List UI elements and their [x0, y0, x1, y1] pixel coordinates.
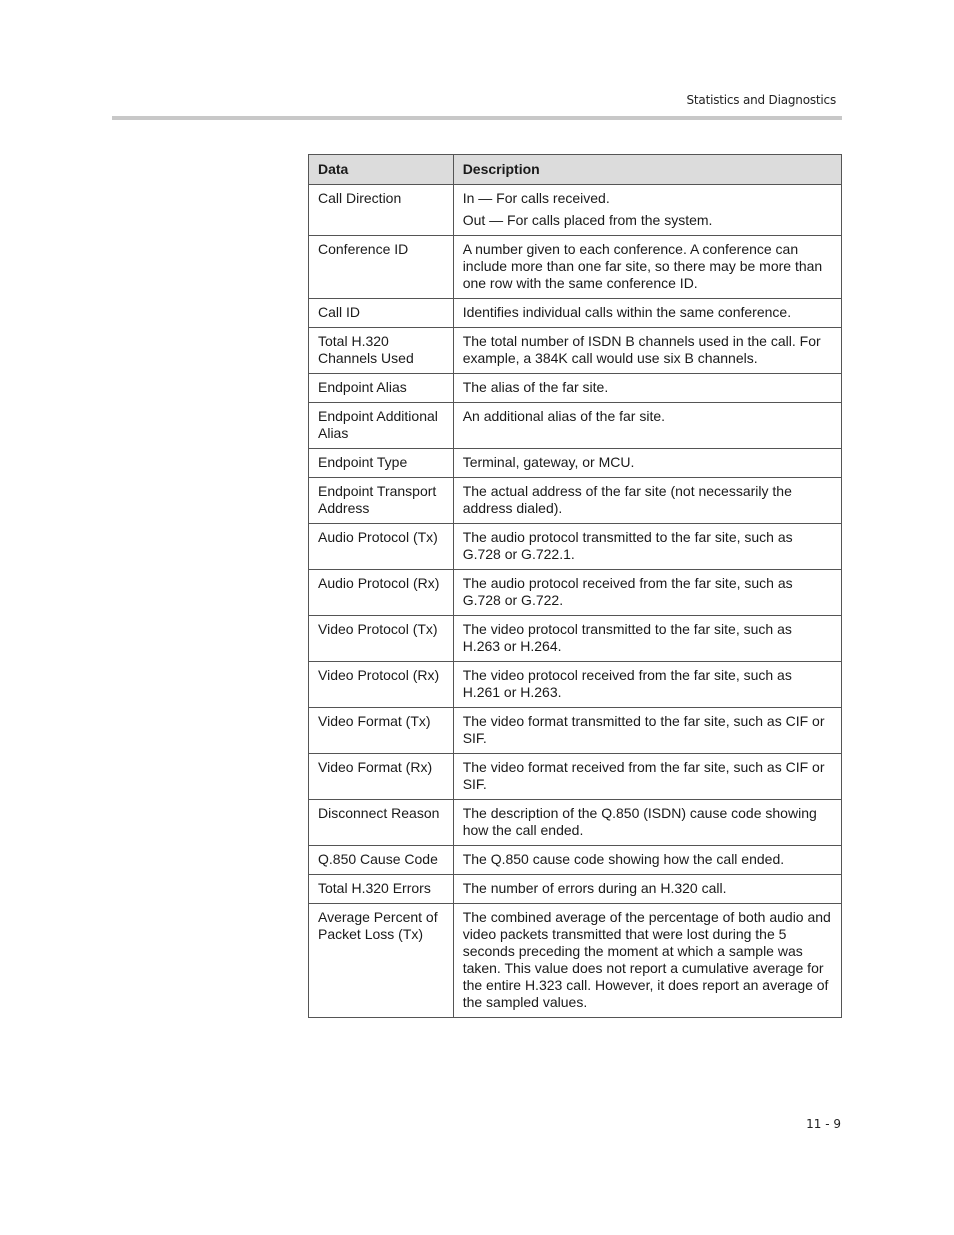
description-cell [453, 524, 841, 570]
table-row [309, 875, 842, 904]
description-paragraph: The audio protocol received from the far site, such as G.728 or G.722. [462, 575, 793, 608]
table-row [309, 478, 842, 524]
description-paragraph: Identifies individual calls within the same conference. [462, 304, 792, 320]
description-paragraph: The combined average of the percentage of both audio and video packets transmitted that were lost during the 5 seconds preceding the moment at which a sample was taken. This value does not report a cumulative average for the entire H.323 call. However, it does report an average of the sampled values. [462, 909, 831, 1010]
column-header-data: Data [309, 155, 454, 185]
table-row [309, 904, 842, 1018]
data-cell: Endpoint Additional Alias [309, 403, 454, 449]
table-row [309, 662, 842, 708]
data-cell: Total H.320 Channels Used [309, 328, 454, 374]
table-header-row [309, 155, 842, 185]
data-cell: Total H.320 Errors [309, 875, 454, 904]
data-cell: Q.850 Cause Code [309, 846, 454, 875]
data-cell: Audio Protocol (Tx) [309, 524, 454, 570]
description-paragraph: The alias of the far site. [462, 379, 609, 395]
data-cell: Video Protocol (Rx) [309, 662, 454, 708]
table-row [309, 754, 842, 800]
running-header: Statistics and Diagnostics [686, 93, 836, 107]
description-cell [453, 299, 841, 328]
header-rule [112, 116, 842, 120]
description-cell [453, 904, 841, 1018]
description-cell [453, 875, 841, 904]
description-paragraph: In — For calls received. [462, 190, 610, 206]
description-paragraph: The video format transmitted to the far site, such as CIF or SIF. [462, 713, 825, 746]
table-body [309, 185, 842, 1018]
table-row [309, 374, 842, 403]
description-cell [453, 449, 841, 478]
table-row [309, 570, 842, 616]
data-cell: Endpoint Transport Address [309, 478, 454, 524]
table-row [309, 616, 842, 662]
description-paragraph: The total number of ISDN B channels used in the call. For example, a 384K call would use six B channels. [462, 333, 821, 366]
description-paragraph: An additional alias of the far site. [462, 408, 666, 424]
data-cell: Video Protocol (Tx) [309, 616, 454, 662]
data-cell: Endpoint Alias [309, 374, 454, 403]
data-cell: Video Format (Tx) [309, 708, 454, 754]
description-cell [453, 616, 841, 662]
description-cell [453, 754, 841, 800]
table-row [309, 403, 842, 449]
table-row [309, 328, 842, 374]
description-paragraph: The video format received from the far site, such as CIF or SIF. [462, 759, 825, 792]
data-cell: Call Direction [309, 185, 454, 236]
table-row [309, 846, 842, 875]
description-cell [453, 328, 841, 374]
description-cell [453, 708, 841, 754]
table-row [309, 185, 842, 236]
description-cell [453, 478, 841, 524]
table-row [309, 449, 842, 478]
description-paragraph: The description of the Q.850 (ISDN) cause code showing how the call ended. [462, 805, 817, 838]
description-cell [453, 185, 841, 236]
column-header-description: Description [453, 155, 841, 185]
statistics-data-table [308, 154, 842, 1018]
data-cell: Average Percent of Packet Loss (Tx) [309, 904, 454, 1018]
data-cell: Video Format (Rx) [309, 754, 454, 800]
description-paragraph: A number given to each conference. A conference can include more than one far site, so there may be more than one row with the same conference ID. [462, 241, 823, 291]
description-paragraph: Out — For calls placed from the system. [462, 212, 713, 228]
table-row [309, 236, 842, 299]
table-row [309, 299, 842, 328]
description-paragraph: Terminal, gateway, or MCU. [462, 454, 635, 470]
description-paragraph: The Q.850 cause code showing how the call ended. [462, 851, 785, 867]
data-cell: Audio Protocol (Rx) [309, 570, 454, 616]
description-paragraph: The number of errors during an H.320 call. [462, 880, 727, 896]
page-number: 11 - 9 [806, 1117, 841, 1131]
data-cell: Conference ID [309, 236, 454, 299]
table-row [309, 524, 842, 570]
data-cell: Endpoint Type [309, 449, 454, 478]
data-cell: Call ID [309, 299, 454, 328]
table-row [309, 708, 842, 754]
description-paragraph: The video protocol received from the far site, such as H.261 or H.263. [462, 667, 792, 700]
table-row [309, 800, 842, 846]
description-cell [453, 236, 841, 299]
description-cell [453, 800, 841, 846]
description-paragraph: The actual address of the far site (not necessarily the address dialed). [462, 483, 792, 516]
description-cell [453, 374, 841, 403]
data-cell: Disconnect Reason [309, 800, 454, 846]
description-cell [453, 662, 841, 708]
description-cell [453, 846, 841, 875]
description-cell [453, 403, 841, 449]
description-cell [453, 570, 841, 616]
description-paragraph: The video protocol transmitted to the far site, such as H.263 or H.264. [462, 621, 792, 654]
description-paragraph: The audio protocol transmitted to the far site, such as G.728 or G.722.1. [462, 529, 793, 562]
